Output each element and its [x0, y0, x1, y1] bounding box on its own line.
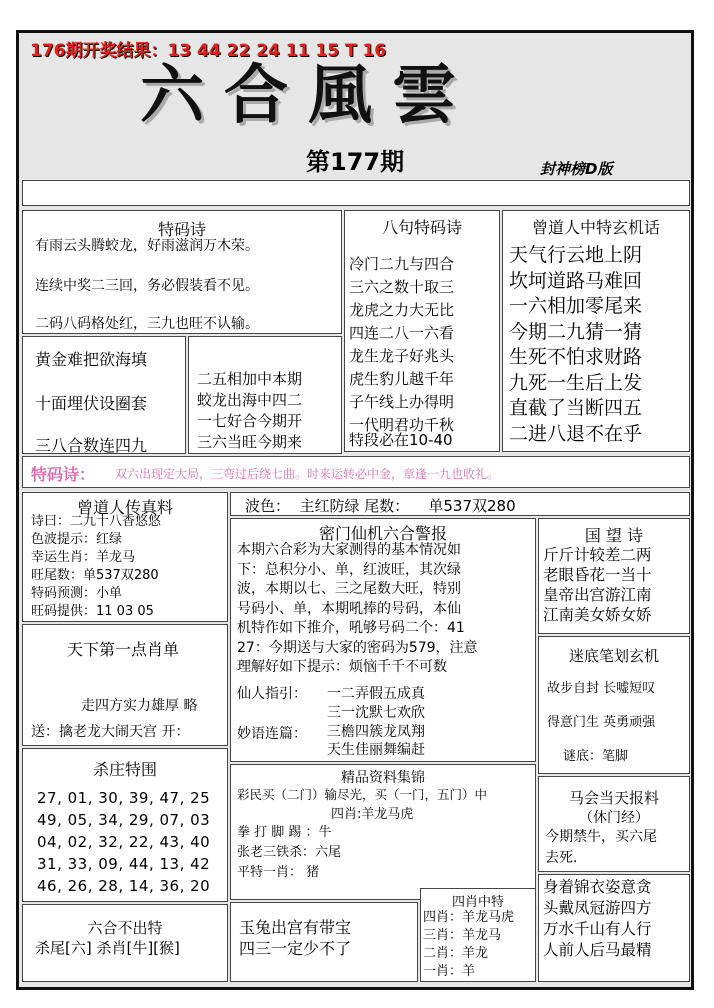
poem-line: 冷门二九与四合 [349, 255, 455, 273]
golden-line: 十面埋伏设圈套 [35, 394, 148, 413]
wave-text: 波色： 主红防绿 尾数： 单537双280 [245, 497, 516, 515]
guowang-line: 皇帝出宫游江南 [543, 586, 652, 604]
guide-line: 三一沈默七欢欣 [327, 705, 425, 721]
section-title: 曾道人中特玄机话 [531, 218, 660, 237]
jinyi-line: 头戴凤冠游四方 [543, 899, 652, 917]
poem-line: 有雨云头腾蛟龙，好雨滋润万木荣。 [35, 238, 259, 254]
secret-line: 本期六合彩为大家测得的基本情况如 [237, 542, 461, 558]
info-row: 旺尾数：单537双280 [31, 568, 159, 583]
poem-strip-text: 双六出现定大局，三弯过后绕七曲。时来运转必中金，章逢一九也收礼。 [115, 467, 500, 481]
results-line: 176期开奖结果：13 44 22 24 11 15 T 16 [30, 41, 387, 61]
tianxia-line: 送：擒老龙大闹天宫 开： [31, 724, 190, 740]
tianxia-box [22, 624, 228, 746]
guowang-line: 老眼昏花一当十 [543, 566, 652, 584]
poem-line: 龙生龙子好兆头 [349, 347, 455, 365]
info-row: 旺码提供：11 03 05 [31, 604, 154, 619]
poem-line: 一代明君功千秋 [349, 416, 455, 434]
range-line: 特段必在10-40 [349, 431, 453, 449]
poem-line: 虎生豹儿越千年 [349, 370, 455, 388]
xiao-line: 三肖：羊龙马 [423, 928, 502, 943]
xiao-line: 一肖：羊 [423, 964, 476, 979]
kill-box [22, 748, 228, 902]
secret-line: 波，本期以七、三之尾数大旺，特别 [237, 581, 461, 597]
poem-strip-label: 特码诗： [31, 465, 96, 484]
secret-line: 号码小、单，本期吼捧的号码，本仙 [237, 600, 461, 617]
majiang-box [538, 776, 690, 872]
kill-row: 31, 33, 09, 44, 13, 42 [37, 855, 211, 873]
section-title: 曾道人传真料 [76, 498, 173, 517]
secret-line: 理解好如下提示：烦恼千千不可数 [237, 659, 447, 675]
zeng-true-box [22, 492, 228, 622]
secret-paragraph [237, 541, 478, 678]
sum-line: 三六当旺今期来 [197, 433, 303, 451]
rabbit-text [239, 917, 351, 959]
jinyi-box [538, 874, 690, 982]
section-title: 四肖中特 [451, 895, 504, 910]
section-title: 八句特码诗 [381, 218, 462, 237]
word-lines [327, 723, 425, 759]
info-row: 幸运生肖：羊龙马 [31, 550, 136, 565]
zeng-hint-box [502, 210, 690, 452]
secret-box [230, 518, 536, 762]
zeng-true-rows [31, 513, 161, 621]
info-row: 诗曰：二九十八香悠悠 [31, 514, 162, 529]
issue-number: 第177期 [306, 148, 405, 176]
four-xiao-lines [423, 909, 514, 981]
jinyi-line: 万水千山有人行 [543, 920, 652, 938]
hint-line: 生死不怕求财路 [509, 346, 643, 368]
guide-lines [327, 685, 425, 723]
temacode-poem-box [22, 210, 342, 334]
section-title: 天下第一点肖单 [67, 640, 180, 659]
wave-bar [230, 492, 690, 516]
jinpin-line: 四肖:羊龙马虎 [331, 807, 414, 822]
sum-box [188, 336, 342, 454]
golden-line: 三八合数连四九 [35, 436, 148, 454]
golden-box [22, 336, 186, 454]
word-label: 妙语连篇： [237, 726, 307, 742]
hint-line: 天气行云地上阴 [509, 244, 643, 266]
section-title: 迷底笔划玄机 [568, 647, 659, 665]
jinpin-rows [237, 823, 341, 883]
jinyi-line: 人前人后马最精 [543, 941, 652, 959]
secret-line: 机特作如下推介，吼够号码二个：41 [237, 620, 465, 636]
sum-text [197, 369, 302, 453]
section-title: 密门仙机六合警报 [318, 524, 447, 543]
rabbit-line: 四三一定少不了 [239, 939, 352, 958]
info-row: 色波提示：红绿 [31, 532, 123, 547]
kill-row: 04, 02, 32, 22, 43, 40 [37, 833, 211, 851]
sum-line: 蛟龙出海中四二 [197, 391, 303, 409]
guowang-line: 江南美女娇女娇 [543, 606, 652, 624]
info-row: 特码预测：小单 [31, 586, 123, 601]
hint-line: 九死一生后上发 [509, 371, 643, 394]
golden-line: 黄金难把欲海填 [35, 350, 148, 369]
sum-line: 二五相加中本期 [197, 370, 303, 388]
guide-line: 一二弄假五成真 [327, 686, 425, 702]
jinpin-row: 拳 打 脚 踢 ：牛 [237, 825, 332, 840]
hint-line: 直截了当断四五 [509, 397, 643, 419]
four-xiao-box [420, 888, 536, 982]
hint-line: 坎坷道路马难回 [509, 269, 643, 292]
section-title: 特码诗 [157, 220, 206, 239]
poem-line: 子午线上办得明 [349, 393, 455, 411]
guowang-text [543, 545, 652, 625]
jinpin-line: 彩民买（二门）输尽光，买（一门，五门）中 [237, 787, 488, 802]
kill-row: 49, 05, 34, 29, 07, 03 [37, 811, 211, 829]
header-blank-bar [22, 180, 690, 206]
hint-line: 一六相加零尾来 [509, 295, 643, 317]
mystery-line: 谜底：笔脚 [563, 749, 629, 764]
kill-rows [37, 787, 210, 897]
poem-strip [22, 456, 690, 488]
secret-line: 27：今期送与大家的密码为579，注意 [237, 639, 478, 656]
eight-lines-text [349, 253, 499, 437]
kill-row: 46, 26, 28, 14, 36, 20 [37, 877, 211, 895]
word-line: 天生佳丽舞编赶 [327, 742, 425, 758]
logo-title: 六合風雲 [140, 58, 476, 133]
guowang-box [538, 518, 690, 634]
section-title: 马会当天报料 [568, 789, 659, 807]
xiao-line: 四肖：羊龙马虎 [423, 910, 515, 925]
section-title: 杀庄特围 [92, 760, 157, 779]
jinpin-row: 张老三铁杀：六尾 [237, 845, 342, 860]
section-subtitle: （休门经） [579, 810, 649, 826]
jinyi-line: 身着锦衣姿意贪 [543, 878, 652, 896]
jinpin-row: 平特一肖： 猪 [237, 865, 320, 880]
tianxia-line: 走四方实力雄厚 略 [81, 698, 198, 714]
section-title: 国 望 诗 [584, 526, 644, 545]
kill-row: 27, 01, 30, 39, 47, 25 [37, 789, 211, 807]
poem-line: 三六之数十取三 [349, 278, 455, 296]
jinyi-text [543, 877, 652, 961]
eight-lines-box [344, 210, 500, 452]
guowang-line: 斤斤计较差二两 [543, 546, 652, 564]
section-title: 精品资料集锦 [341, 770, 425, 786]
majiang-lines [545, 827, 657, 869]
poem-line: 四连二八一六看 [349, 324, 455, 342]
mystery-line: 得意门生 英勇顽强 [547, 715, 656, 730]
poem-line: 连续中奖二三回，务必假装看不见。 [35, 278, 259, 294]
xiao-line: 二肖：羊龙 [423, 946, 489, 961]
mystery-line: 故步自封 长嘘短叹 [547, 681, 656, 696]
poem-line: 二码八码格处红，三九也旺不认输。 [35, 316, 259, 332]
poem-line: 龙虎之力大无比 [349, 301, 455, 319]
mystery-box [538, 636, 690, 774]
no-special-line: 杀尾[六] 杀肖[牛][猴] [35, 939, 180, 957]
hint-line: 今期二九猜一猜 [509, 320, 643, 343]
rabbit-line: 玉兔出宫有带宝 [239, 918, 352, 937]
word-line: 三檐四簇龙凤翔 [327, 724, 425, 740]
section-title: 六合不出特 [87, 919, 163, 937]
hint-line: 二进八退不在乎 [509, 422, 643, 445]
majiang-line: 去死. [545, 850, 578, 866]
brand-label: 封神榜D版 [540, 160, 613, 178]
secret-line: 下：总积分小、单，红波旺，其次绿 [237, 561, 461, 578]
jinpin-box [230, 764, 536, 900]
sum-line: 一七好合今期开 [197, 412, 303, 430]
zeng-hint-text [509, 243, 642, 447]
majiang-line: 今期禁牛，买六尾 [545, 829, 657, 845]
rabbit-box [230, 902, 418, 982]
guide-label: 仙人指引： [237, 686, 307, 702]
no-special-box [22, 904, 228, 982]
